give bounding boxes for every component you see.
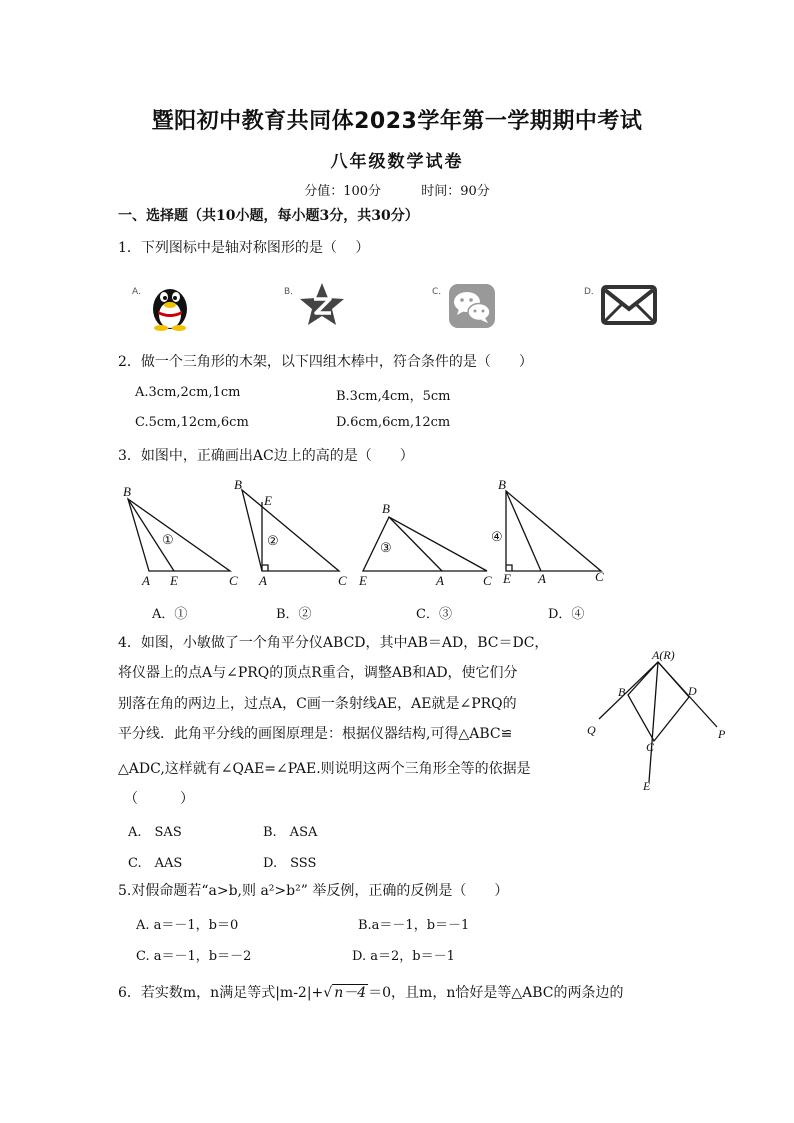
exam-info xyxy=(0,180,794,199)
q3-fig1-number: ① xyxy=(162,532,174,547)
q3-fig1-label-a: A xyxy=(142,573,150,588)
q4-line-5: △ADC,这样就有∠QAE=∠PAE.则说明这两个三角形全等的依据是 xyxy=(118,761,531,777)
q3-fig3-label-e: E xyxy=(359,573,367,588)
q3-fig4-label-b: B xyxy=(498,477,506,492)
wechat-icon xyxy=(448,283,496,329)
q3-fig4-label-a: A xyxy=(538,571,546,586)
q3-fig3-label-b: B xyxy=(382,501,390,516)
q3-fig4-label-c: C xyxy=(595,569,604,584)
q2-stem: 2．做一个三角形的木架，以下四组木棒中，符合条件的是（ ） xyxy=(118,354,533,370)
q4-label-p: P xyxy=(718,727,726,741)
q4-line-3: 别落在角的两边上，过点A，C画一条射线AE，AE就是∠PRQ的 xyxy=(118,696,517,712)
q3-option-c: C．③ xyxy=(416,607,452,622)
q4-label-b: B xyxy=(618,685,626,699)
q4-label-c: C xyxy=(646,740,655,754)
q3-fig3-label-a: A xyxy=(436,573,444,588)
q3-option-a: A．① xyxy=(152,607,188,622)
q2-option-d: D.6cm,6cm,12cm xyxy=(336,415,451,430)
q1-option-d-label: D． xyxy=(584,287,600,297)
q3-option-d: D．④ xyxy=(548,607,585,622)
section-heading: 一、选择题（共10小题，每小题3分，共30分） xyxy=(118,208,419,224)
time-info: 时间：90分 xyxy=(421,184,490,199)
q3-fig2-label-e: E xyxy=(264,493,272,508)
q4-option-b: B. ASA xyxy=(263,825,318,840)
q6-radicand: n－4 xyxy=(334,985,367,1001)
q4-line-4: 平分线．此角平分线的画图原理是：根据仪器结构,可得△ABC≌ xyxy=(118,726,513,742)
q4-line-6: （ ） xyxy=(124,791,194,807)
q5-option-c: C. a＝－1，b＝－2 xyxy=(136,949,252,964)
q5-stem: 5.对假命题若“a>b,则 a²>b²” 举反例，正确的反例是（ ） xyxy=(118,883,509,899)
q4-option-d: D. SSS xyxy=(263,856,317,871)
q1-option-c-label: C． xyxy=(432,287,448,297)
q3-stem: 3．如图中，正确画出AC边上的高的是（ ） xyxy=(118,448,414,464)
q4-label-d: D xyxy=(688,684,697,698)
q3-fig4-number: ④ xyxy=(491,529,503,544)
q3-figure xyxy=(114,474,614,594)
q3-fig2-label-c: C xyxy=(338,573,347,588)
q6-stem-before: 6．若实数m，n满足等式|m-2|+ xyxy=(118,985,324,1001)
q3-fig3-number: ③ xyxy=(380,540,392,555)
q3-fig3-label-c: C xyxy=(483,573,492,588)
q2-option-b: B.3cm,4cm，5cm xyxy=(336,389,451,404)
q4-line-2: 将仪器上的点A与∠PRQ的顶点R重合，调整AB和AD，使它们分 xyxy=(118,665,518,681)
score-info: 分值：100分 xyxy=(304,184,382,199)
q3-fig2-label-a: A xyxy=(259,573,267,588)
exam-subtitle: 八年级数学试卷 xyxy=(330,152,464,172)
q5-option-d: D. a＝2，b＝－1 xyxy=(352,949,455,964)
q3-fig2-number: ② xyxy=(267,533,279,548)
q1-option-b-label: B． xyxy=(284,287,300,297)
q4-label-q: Q xyxy=(587,723,596,737)
q3-fig2-label-b: B xyxy=(234,477,242,492)
q3-fig1-label-e: E xyxy=(170,573,178,588)
q6-stem-after: ＝0，且m，n恰好是等△ABC的两条边的 xyxy=(368,985,624,1001)
star-z-icon xyxy=(298,281,346,329)
exam-title: 暨阳初中教育共同体2023学年第一学期期中考试 xyxy=(151,109,643,134)
q4-label-e: E xyxy=(643,779,651,793)
q3-fig1-label-c: C xyxy=(229,573,238,588)
q4-option-c: C. AAS xyxy=(128,856,183,871)
q5-option-a: A. a＝－1，b＝0 xyxy=(136,918,239,933)
penguin-icon xyxy=(146,279,194,331)
q4-label-ar: A(R) xyxy=(652,648,675,662)
envelope-icon xyxy=(600,284,658,326)
q3-fig1-label-b: B xyxy=(123,484,131,499)
sqrt-icon: √ xyxy=(323,985,333,1001)
q4-line-1: 4．如图，小敏做了一个角平分仪ABCD，其中AB＝AD，BC＝DC， xyxy=(118,635,549,651)
q2-option-a: A.3cm,2cm,1cm xyxy=(135,385,241,400)
q1-stem: 1．下列图标中是轴对称图形的是（ ） xyxy=(118,240,370,256)
q4-figure xyxy=(580,645,740,795)
q6-stem xyxy=(118,983,623,1003)
q2-option-c: C.5cm,12cm,6cm xyxy=(135,415,249,430)
q5-option-b: B.a＝－1，b＝－1 xyxy=(358,918,470,933)
q1-option-a-label: A． xyxy=(132,287,148,297)
q4-option-a: A. SAS xyxy=(128,825,182,840)
q3-fig4-label-e: E xyxy=(503,571,511,586)
q3-option-b: B．② xyxy=(276,607,312,622)
